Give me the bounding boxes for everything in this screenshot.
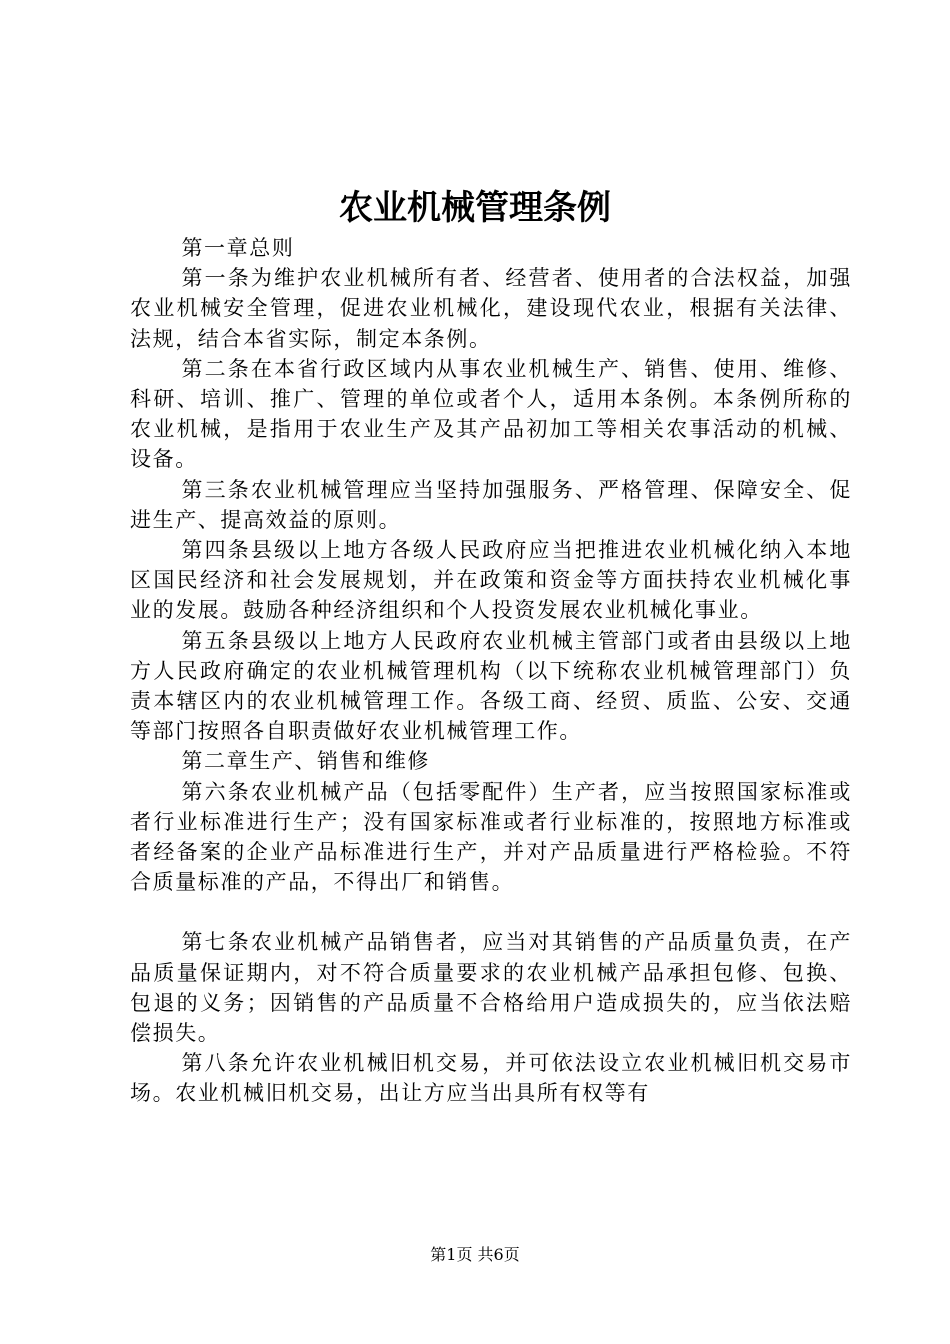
article-paragraph: 第三条农业机械管理应当坚持加强服务、严格管理、保障安全、促进生产、提高效益的原则。: [130, 477, 852, 532]
article-paragraph: 第二条在本省行政区域内从事农业机械生产、销售、使用、维修、科研、培训、推广、管理的单位或者个人，适用本条例。本条例所称的农业机械，是指用于农业生产及其产品初加工等相关农事活动的机械、设备。: [130, 356, 852, 472]
article-paragraph: 第八条允许农业机械旧机交易，并可依法设立农业机械旧机交易市场。农业机械旧机交易，出让方应当出具所有权等有: [130, 1051, 852, 1106]
article-paragraph: 第六条农业机械产品（包括零配件）生产者，应当按照国家标准或者行业标准进行生产；没有国家标准或者行业标准的，按照地方标准或者经备案的企业产品标准进行生产，并对产品质量进行严格检验。不符合质量标准的产品，不得出厂和销售。: [130, 779, 852, 895]
article-paragraph: 第七条农业机械产品销售者，应当对其销售的产品质量负责，在产品质量保证期内，对不符合质量要求的农业机械产品承担包修、包换、包退的义务；因销售的产品质量不合格给用户造成损失的，应当依法赔偿损失。: [130, 930, 852, 1046]
document-body: [130, 233, 852, 1109]
document-title: 农业机械管理条例: [339, 188, 611, 228]
article-paragraph: 第四条县级以上地方各级人民政府应当把推进农业机械化纳入本地区国民经济和社会发展规划，并在政策和资金等方面扶持农业机械化事业的发展。鼓励各种经济组织和个人投资发展农业机械化事业。: [130, 538, 852, 623]
chapter-heading: 第二章生产、销售和维修: [181, 749, 431, 774]
page-footer: 第1页 共6页: [430, 1245, 520, 1264]
chapter-heading: 第一章总则: [181, 236, 295, 260]
article-paragraph: 第五条县级以上地方人民政府农业机械主管部门或者由县级以上地方人民政府确定的农业机械管理机构（以下统称农业机械管理部门）负责本辖区内的农业机械管理工作。各级工商、经贸、质监、公安、交通等部门按照各自职责做好农业机械管理工作。: [130, 628, 852, 744]
article-paragraph: 第一条为维护农业机械所有者、经营者、使用者的合法权益，加强农业机械安全管理，促进农业机械化，建设现代农业，根据有关法律、法规，结合本省实际，制定本条例。: [130, 266, 852, 351]
